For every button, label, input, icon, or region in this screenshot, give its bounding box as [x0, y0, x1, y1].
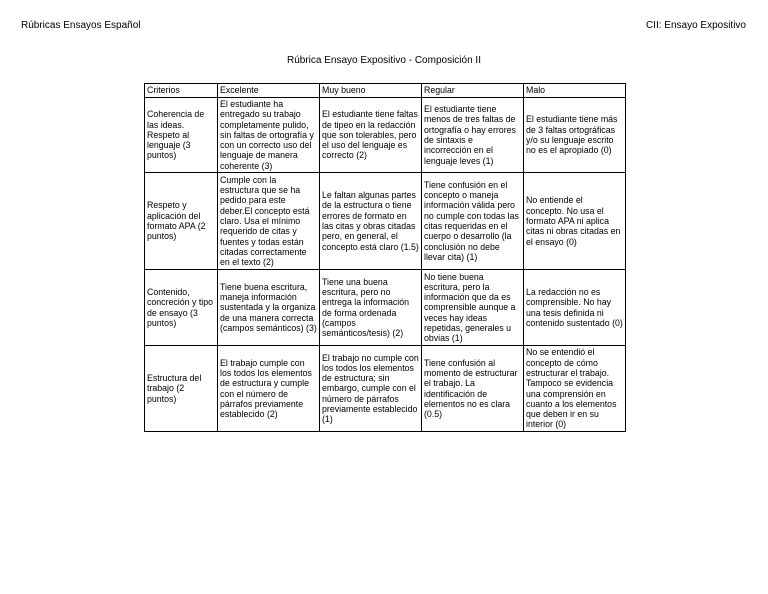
header-regular: Regular [422, 84, 524, 98]
malo-cell: No entiende el concepto. No usa el formato APA ni aplica citas ni obras citadas en el ensayo (0) [524, 173, 626, 270]
document-title: Rúbrica Ensayo Expositivo - Composición II [287, 55, 481, 66]
header-malo: Malo [524, 84, 626, 98]
muy-bueno-cell: El trabajo no cumple con los todos los elementos de estructura; sin embargo, cumple con el número de párrafos previamente establecido (1) [320, 346, 422, 432]
criterion-cell: Estructura del trabajo (2 puntos) [145, 346, 218, 432]
muy-bueno-cell: El estudiante tiene faltas de tipeo en la redacción que son tolerables, pero el uso del lenguaje es correcto (2) [320, 98, 422, 173]
malo-cell: No se entendió el concepto de cómo estructurar el trabajo. Tampoco se evidencia una comprensión en cuanto a los elementos que deben ir en su interior (0) [524, 346, 626, 432]
header-muy-bueno: Muy bueno [320, 84, 422, 98]
table-row [145, 270, 626, 346]
table-header-row [145, 84, 626, 98]
header-excelente: Excelente [218, 84, 320, 98]
criterion-cell: Contenido, concreción y tipo de ensayo (3 puntos) [145, 270, 218, 346]
malo-cell: El estudiante tiene más de 3 faltas ortográficas y/o su lenguaje escrito no es el apropiado (0) [524, 98, 626, 173]
regular-cell: No tiene buena escritura, pero la información que da es comprensible aunque a veces hay ideas repetidas, generales u obvias (1) [422, 270, 524, 346]
rubric-table [144, 83, 626, 432]
excelente-cell: El trabajo cumple con los todos los elementos de estructura y cumple con el número de párrafos previamente establecido (2) [218, 346, 320, 432]
muy-bueno-cell: Tiene una buena escritura, pero no entrega la información de forma ordenada (campos semánticos/tesis) (2) [320, 270, 422, 346]
muy-bueno-cell: Le faltan algunas partes de la estructura o tiene errores de formato en las citas y obras citadas pero, en general, el concepto está claro (1.5) [320, 173, 422, 270]
malo-cell: La redacción no es comprensible. No hay una tesis definida ni contenido sustentado (0) [524, 270, 626, 346]
header-right-text: CII: Ensayo Expositivo [645, 20, 746, 31]
regular-cell: Tiene confusión al momento de estructurar el trabajo. La identificación de elementos no es clara (0.5) [422, 346, 524, 432]
header-criterios: Criterios [145, 84, 218, 98]
excelente-cell: El estudiante ha entregado su trabajo completamente pulido, sin faltas de ortografía y con un correcto uso del lenguaje de manera coherente (3) [218, 98, 320, 173]
criterion-cell: Respeto y aplicación del formato APA (2 puntos) [145, 173, 218, 270]
table-row [145, 98, 626, 173]
excelente-cell: Tiene buena escritura, maneja información sustentada y la organiza de una manera correcta (campos semánticos) (3) [218, 270, 320, 346]
regular-cell: Tiene confusión en el concepto o maneja información válida pero no cumple con todas las citas requeridas en el cuerpo o desarrollo (la conclusión no debe llevar cita) (1) [422, 173, 524, 270]
table-row [145, 173, 626, 270]
header-left-text: Rúbricas Ensayos Español [21, 20, 141, 31]
excelente-cell: Cumple con la estructura que se ha pedido para este deber.El concepto está claro. Usa el mínimo requerido de citas y fuentes y todas están citadas correctamente en el texto (2) [218, 173, 320, 270]
regular-cell: El estudiante tiene menos de tres faltas de ortografía o hay errores de sintaxis e incorrección en el lenguaje leves (1) [422, 98, 524, 173]
table-row [145, 346, 626, 432]
criterion-cell: Coherencia de las ideas. Respeto al lenguaje (3 puntos) [145, 98, 218, 173]
